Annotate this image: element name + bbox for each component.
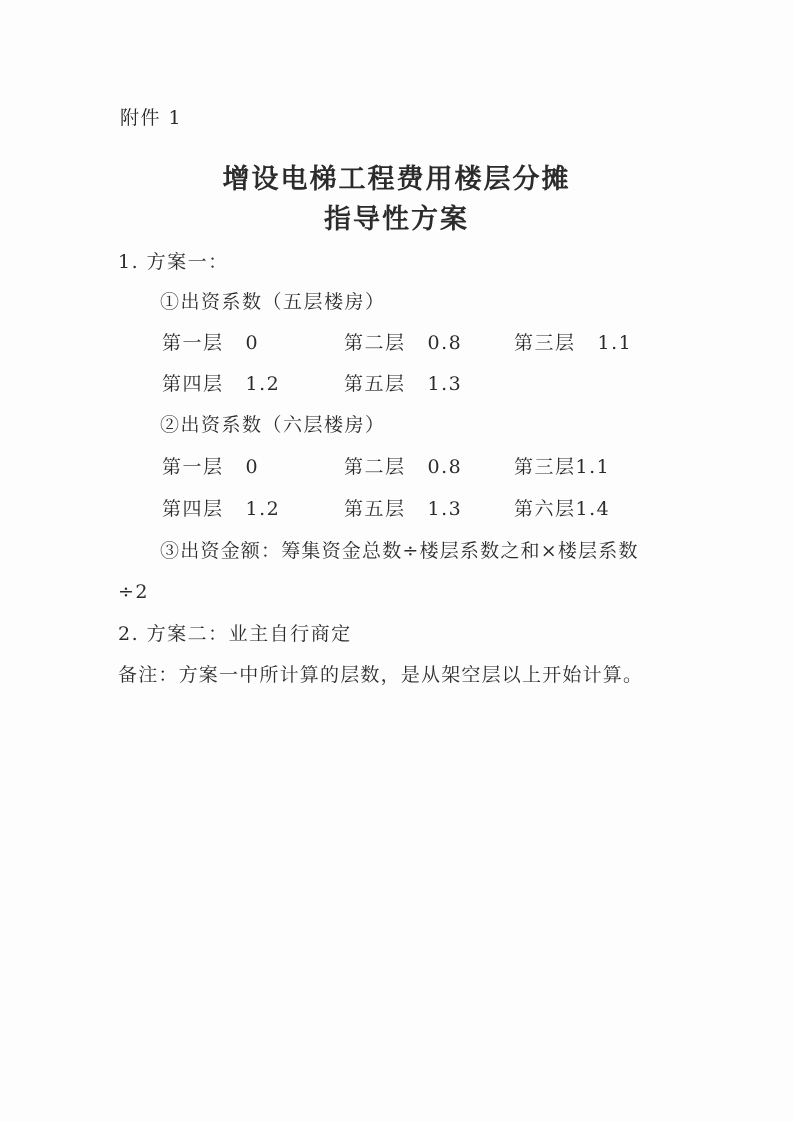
floor-value: 0.8: [427, 456, 463, 478]
five-floor-coef-1: [162, 331, 259, 355]
plan2-line: 2. 方案二：业主自行商定: [118, 623, 352, 645]
plan1-heading: 1. 方案一：: [118, 251, 229, 273]
document-title-line1: 增设电梯工程费用楼层分摊: [222, 164, 571, 195]
six-floor-coef-6: [514, 497, 610, 521]
floor-label: 第一层: [162, 332, 224, 354]
five-floor-coef-3: [514, 331, 632, 355]
floor-label: 第二层: [344, 332, 406, 354]
floor-label: 第四层: [162, 498, 224, 520]
note-line: 备注：方案一中所计算的层数，是从架空层以上开始计算。: [118, 664, 644, 686]
floor-value: 1.3: [427, 498, 463, 520]
floor-label: 第二层: [344, 456, 406, 478]
six-floor-coef-5: [344, 497, 462, 521]
formula-line-1: ③出资金额：筹集资金总数÷楼层系数之和×楼层系数: [160, 540, 639, 562]
floor-value: 1.4: [575, 498, 611, 520]
six-floor-coef-4: [162, 497, 280, 521]
floor-value: 1.2: [245, 373, 281, 395]
floor-label: 第三层: [514, 456, 576, 478]
five-floor-coef-2: [344, 331, 462, 355]
floor-label: 第五层: [344, 373, 406, 395]
floor-value: 1.3: [427, 373, 463, 395]
attachment-label: 附件 1: [120, 107, 183, 129]
six-floor-coef-2: [344, 455, 462, 479]
floor-value: 1.1: [575, 456, 611, 478]
floor-label: 第六层: [514, 498, 576, 520]
floor-value: 1.2: [245, 498, 281, 520]
five-floor-coef-4: [162, 372, 280, 396]
floor-value: 0: [245, 332, 260, 354]
six-floor-coef-1: [162, 455, 259, 479]
document-title-line2: 指导性方案: [324, 204, 469, 235]
five-floor-coef-5: [344, 372, 462, 396]
floor-label: 第五层: [344, 498, 406, 520]
floor-value: 0: [245, 456, 260, 478]
floor-value: 1.1: [597, 332, 633, 354]
six-floor-coef-3: [514, 455, 610, 479]
floor-label: 第四层: [162, 373, 224, 395]
formula-line-2: ÷2: [118, 581, 150, 603]
floor-label: 第一层: [162, 456, 224, 478]
floor-label: 第三层: [514, 332, 576, 354]
six-floor-heading: ②出资系数（六层楼房）: [160, 414, 386, 436]
floor-value: 0.8: [427, 332, 463, 354]
five-floor-heading: ①出资系数（五层楼房）: [160, 291, 386, 313]
